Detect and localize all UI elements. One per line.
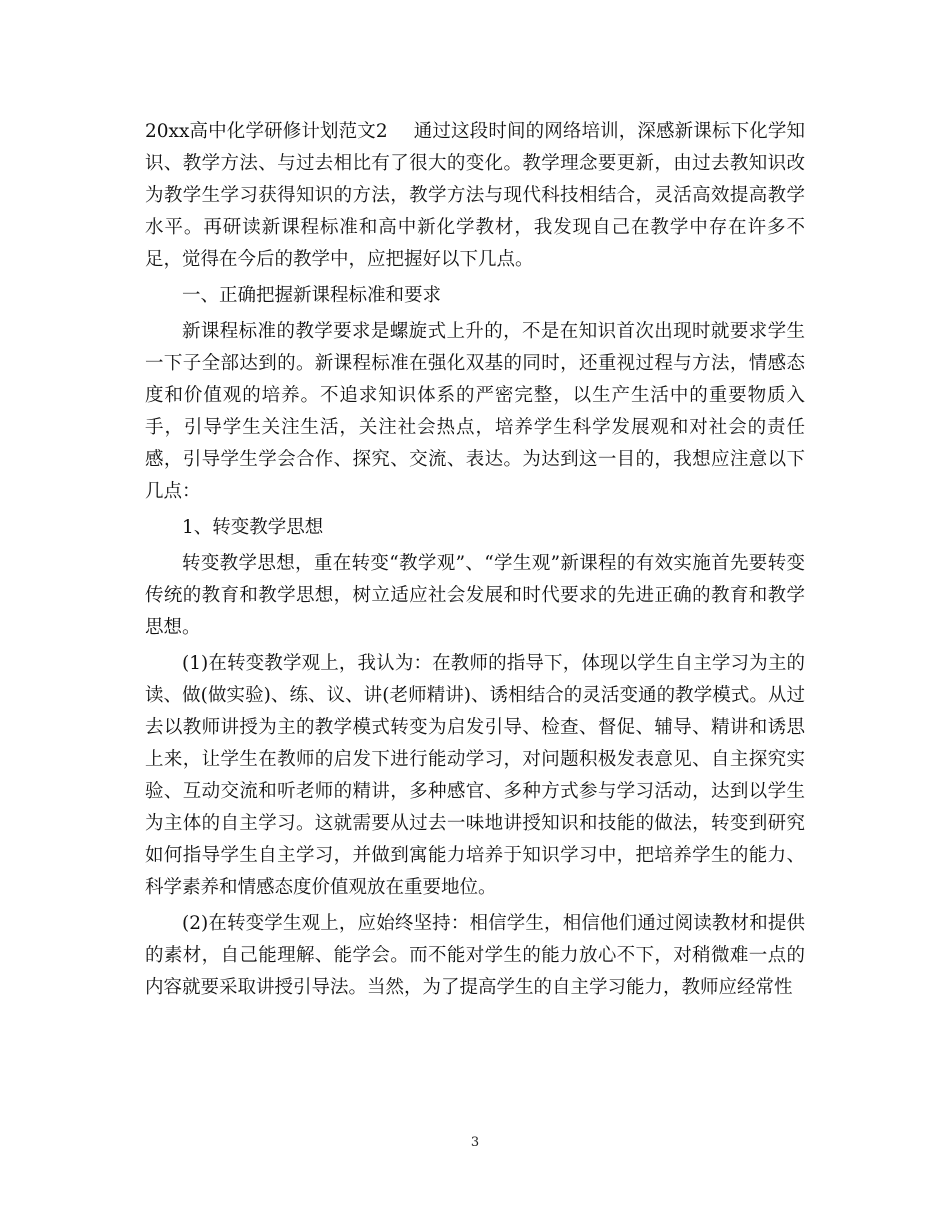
body-paragraph: (2)在转变学生观上，应始终坚持：相信学生，相信他们通过阅读教材和提供的素材，自己能理解、能学会。而不能对学生的能力放心不下，对稍微难一点的内容就要采取讲授引导法。当然，为了提高学生的自主学习能力，教师应经常性 [145, 913, 805, 998]
subsection-heading: 1、转变教学思想 [182, 517, 324, 538]
section-heading: 一、正确把握新课程标准和要求 [182, 285, 442, 306]
body-paragraph: (1)在转变教学观上，我认为：在教师的指导下，体现以学生自主学习为主的读、做(做实验)、练、议、讲(老师精讲)、诱相结合的灵活变通的教学模式。从过去以教师讲授为主的教学模式转变为启发引导、检查、督促、辅导、精讲和诱思上来，让学生在教师的启发下进行能动学习，对问题积极发表意见、自主探究实验、互动交流和听老师的精讲，多种感官、多种方式参与学习活动，达到以学生为主体的自主学习。这就需要从过去一味地讲授知识和技能的做法，转变到研究如何指导学生自主学习，并做到寓能力培养于知识学习中，把培养学生的能力、科学素养和情感态度价值观放在重要地位。 [145, 653, 805, 898]
document-body [145, 116, 805, 1008]
page-number: 3 [470, 1135, 480, 1150]
intro-text: 通过这段时间的网络培训，深感新课标下化学知识、教学方法、与过去相比有了很大的变化。教学理念要更新，由过去教知识改为教学生学习获得知识的方法，教学方法与现代科技相结合，灵活高效提高教学水平。再研读新课程标准和高中新化学教材，我发现自己在教学中存在许多不足，觉得在今后的教学中，应把握好以下几点。 [145, 121, 805, 270]
body-paragraph: 新课程标准的教学要求是螺旋式上升的，不是在知识首次出现时就要求学生一下子全部达到的。新课程标准在强化双基的同时，还重视过程与方法，情感态度和价值观的培养。不追求知识体系的严密完整，以生产生活中的重要物质入手，引导学生关注生活，关注社会热点，培养学生科学发展观和对社会的责任感，引导学生学会合作、探究、交流、表达。为达到这一目的，我想应注意以下几点： [145, 321, 805, 502]
document-title: 20xx高中化学研修计划范文2 [145, 121, 388, 142]
intro-paragraph [145, 116, 805, 276]
body-paragraph: 转变教学思想，重在转变“教学观”、“学生观”新课程的有效实施首先要转变传统的教育和教学思想，树立适应社会发展和时代要求的先进正确的教育和教学思想。 [145, 553, 805, 638]
